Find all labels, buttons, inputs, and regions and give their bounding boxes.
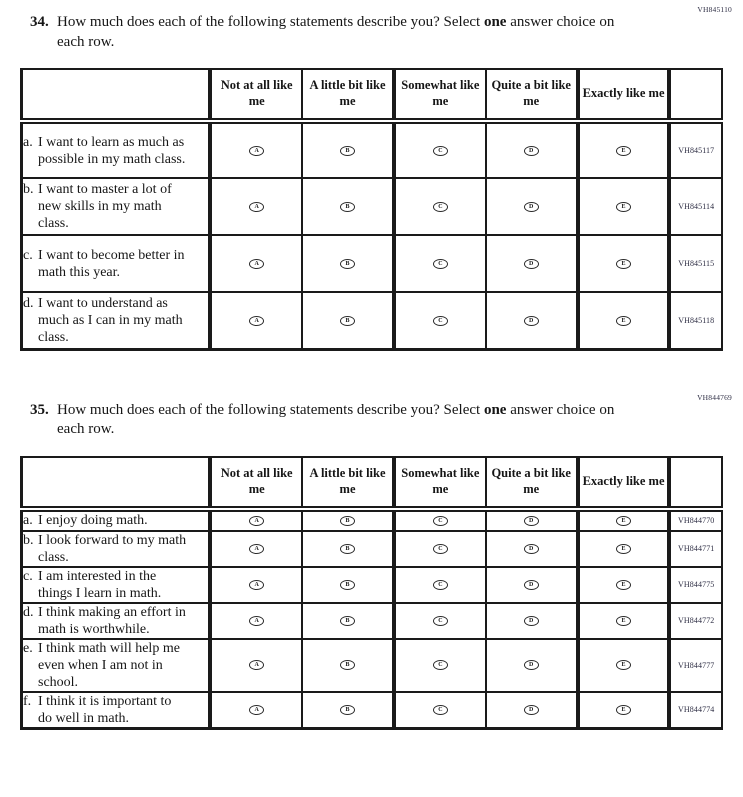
answer-option-cell <box>578 603 670 639</box>
statement-row <box>22 178 723 235</box>
header-row <box>22 457 723 509</box>
column-header-somewhat: Somewhat like me <box>394 457 486 509</box>
answer-option-cell <box>394 692 486 729</box>
option-bubble-e[interactable]: E <box>616 316 631 326</box>
item-code: VH844770 <box>669 509 722 531</box>
option-bubble-d[interactable]: D <box>524 660 539 670</box>
question-accession-code: VH844769 <box>697 392 732 402</box>
column-header-a-little-bit: A little bit like me <box>302 457 394 509</box>
option-bubble-b[interactable]: B <box>340 259 355 269</box>
statement-text: I want to learn as much as possible in my math class. <box>38 134 186 167</box>
answer-option-cell <box>302 567 394 603</box>
prompt-bold-word: one <box>483 401 507 418</box>
column-header-not-at-all: Not at all like me <box>210 457 302 509</box>
option-bubble-a[interactable]: A <box>249 705 264 715</box>
column-header-not-at-all: Not at all like me <box>210 69 302 121</box>
option-bubble-a[interactable]: A <box>249 544 264 554</box>
statement-row <box>22 639 723 692</box>
statement-header-cell <box>22 69 211 121</box>
answer-grid-34 <box>20 68 723 351</box>
statement-row <box>22 292 723 349</box>
statement-header-cell <box>22 457 211 509</box>
statement-row <box>22 235 723 292</box>
option-bubble-b[interactable]: B <box>340 146 355 156</box>
option-bubble-e[interactable]: E <box>616 660 631 670</box>
answer-option-cell <box>486 121 578 178</box>
question-accession-code: VH845110 <box>697 5 732 14</box>
option-bubble-c[interactable]: C <box>433 544 448 554</box>
column-header-quite-a-bit: Quite a bit like me <box>486 69 578 121</box>
statement-text: I look forward to my math class. <box>38 532 187 565</box>
option-bubble-d[interactable]: D <box>524 146 539 156</box>
option-bubble-c[interactable]: C <box>433 316 448 326</box>
answer-option-cell <box>578 121 670 178</box>
answer-option-cell <box>210 692 302 729</box>
prompt-text: How much does each of the following statements describe you? Select <box>57 401 484 418</box>
answer-option-cell <box>210 531 302 567</box>
answer-option-cell <box>394 235 486 292</box>
question-number: 35. <box>30 401 49 418</box>
option-bubble-e[interactable]: E <box>616 202 631 212</box>
option-bubble-d[interactable]: D <box>524 316 539 326</box>
item-code: VH844774 <box>669 692 722 729</box>
answer-option-cell <box>394 178 486 235</box>
statement-letter: a. <box>23 513 33 528</box>
answer-option-cell <box>578 235 670 292</box>
answer-option-cell <box>578 567 670 603</box>
statement-text: I think making an effort in math is worthwhile. <box>38 604 186 637</box>
question-text <box>57 401 623 440</box>
option-bubble-d[interactable]: D <box>524 544 539 554</box>
option-bubble-b[interactable]: B <box>340 544 355 554</box>
answer-option-cell <box>302 639 394 692</box>
statement-cell <box>22 235 211 292</box>
answer-option-cell <box>302 692 394 729</box>
answer-grid-35 <box>20 456 723 730</box>
item-code: VH845117 <box>669 121 722 178</box>
answer-option-cell <box>210 235 302 292</box>
answer-option-cell <box>578 178 670 235</box>
answer-option-cell <box>302 531 394 567</box>
option-bubble-c[interactable]: C <box>433 660 448 670</box>
option-bubble-e[interactable]: E <box>616 146 631 156</box>
option-bubble-e[interactable]: E <box>616 544 631 554</box>
statement-cell <box>22 603 211 639</box>
answer-option-cell <box>486 178 578 235</box>
column-header-somewhat: Somewhat like me <box>394 69 486 121</box>
option-bubble-a[interactable]: A <box>249 316 264 326</box>
option-bubble-d[interactable]: D <box>524 616 539 626</box>
statement-text: I want to understand as much as I can in my math class. <box>38 295 183 345</box>
prompt-bold-word: one <box>483 14 507 30</box>
answer-option-cell <box>394 567 486 603</box>
answer-option-cell <box>210 639 302 692</box>
code-header-cell <box>669 457 722 509</box>
option-bubble-c[interactable]: C <box>433 705 448 715</box>
answer-option-cell <box>394 603 486 639</box>
answer-option-cell <box>302 292 394 349</box>
statement-cell <box>22 692 211 729</box>
statement-letter: e. <box>23 640 33 656</box>
statement-letter: b. <box>23 182 34 197</box>
statement-cell <box>22 292 211 349</box>
option-bubble-e[interactable]: E <box>616 580 631 590</box>
answer-option-cell <box>302 121 394 178</box>
statement-letter: a. <box>23 134 33 150</box>
column-header-exactly-like: Exactly like me <box>578 457 670 509</box>
code-header-cell <box>669 69 722 121</box>
statement-cell <box>22 567 211 603</box>
column-header-quite-a-bit: Quite a bit like me <box>486 457 578 509</box>
question-prompt <box>30 393 723 440</box>
answer-option-cell <box>394 531 486 567</box>
answer-option-cell <box>578 692 670 729</box>
statement-row <box>22 567 723 603</box>
answer-option-cell <box>210 292 302 349</box>
option-bubble-e[interactable]: E <box>616 616 631 626</box>
answer-option-cell <box>302 178 394 235</box>
option-bubble-c[interactable]: C <box>433 202 448 212</box>
answer-option-cell <box>394 292 486 349</box>
statement-row <box>22 121 723 178</box>
option-bubble-e[interactable]: E <box>616 259 631 269</box>
option-bubble-b[interactable]: B <box>340 202 355 212</box>
statement-cell <box>22 178 211 235</box>
question-34-section <box>20 5 732 351</box>
answer-option-cell <box>210 178 302 235</box>
question-prompt <box>30 5 723 52</box>
answer-option-cell <box>302 235 394 292</box>
column-header-a-little-bit: A little bit like me <box>302 69 394 121</box>
header-row <box>22 69 723 121</box>
question-number: 34. <box>30 14 49 30</box>
statement-letter: f. <box>23 693 32 709</box>
statement-row <box>22 509 723 531</box>
answer-option-cell <box>486 292 578 349</box>
answer-option-cell <box>578 639 670 692</box>
answer-option-cell <box>210 567 302 603</box>
answer-option-cell <box>486 567 578 603</box>
option-bubble-d[interactable]: D <box>524 516 539 526</box>
answer-option-cell <box>394 121 486 178</box>
answer-option-cell <box>302 603 394 639</box>
answer-option-cell <box>394 509 486 531</box>
answer-option-cell <box>578 292 670 349</box>
item-code: VH845114 <box>669 178 722 235</box>
prompt-text: How much does each of the following statements describe you? Select <box>57 14 484 30</box>
answer-option-cell <box>486 509 578 531</box>
option-bubble-a[interactable]: A <box>249 516 264 526</box>
answer-option-cell <box>486 603 578 639</box>
answer-option-cell <box>578 531 670 567</box>
option-bubble-a[interactable]: A <box>249 259 264 269</box>
answer-option-cell <box>394 639 486 692</box>
option-bubble-c[interactable]: C <box>433 146 448 156</box>
statement-text: I want to master a lot of new skills in my math class. <box>38 182 172 231</box>
statement-cell <box>22 639 211 692</box>
item-code: VH845115 <box>669 235 722 292</box>
option-bubble-d[interactable]: D <box>524 259 539 269</box>
answer-option-cell <box>486 531 578 567</box>
statement-letter: d. <box>23 604 34 620</box>
statement-cell <box>22 531 211 567</box>
statement-text: I think math will help me even when I am not in school. <box>38 640 180 690</box>
statement-text: I enjoy doing math. <box>38 513 148 528</box>
statement-letter: b. <box>23 532 34 548</box>
option-bubble-a[interactable]: A <box>249 146 264 156</box>
option-bubble-b[interactable]: B <box>340 580 355 590</box>
option-bubble-e[interactable]: E <box>616 516 631 526</box>
option-bubble-d[interactable]: D <box>524 202 539 212</box>
statement-letter: d. <box>23 295 34 311</box>
statement-text: I want to become better in math this year. <box>38 247 185 280</box>
item-code: VH844772 <box>669 603 722 639</box>
answer-option-cell <box>302 509 394 531</box>
answer-option-cell <box>210 603 302 639</box>
option-bubble-a[interactable]: A <box>249 202 264 212</box>
option-bubble-b[interactable]: B <box>340 316 355 326</box>
statement-rows <box>22 509 723 729</box>
statement-rows <box>22 121 723 349</box>
answer-option-cell <box>578 509 670 531</box>
statement-letter: c. <box>23 247 33 263</box>
grid-header <box>22 69 723 121</box>
item-code: VH844771 <box>669 531 722 567</box>
option-bubble-d[interactable]: D <box>524 705 539 715</box>
statement-cell <box>22 121 211 178</box>
answer-option-cell <box>486 639 578 692</box>
prompt-text-after: answer choice on each row. <box>57 14 615 50</box>
answer-option-cell <box>486 235 578 292</box>
item-code: VH844777 <box>669 639 722 692</box>
question-text <box>57 13 623 52</box>
statement-row <box>22 603 723 639</box>
option-bubble-b[interactable]: B <box>340 705 355 715</box>
statement-text: I think it is important to do well in math. <box>38 693 172 726</box>
option-bubble-b[interactable]: B <box>340 616 355 626</box>
option-bubble-a[interactable]: A <box>249 580 264 590</box>
statement-row <box>22 692 723 729</box>
item-code: VH844775 <box>669 567 722 603</box>
option-bubble-d[interactable]: D <box>524 580 539 590</box>
item-code: VH845118 <box>669 292 722 349</box>
option-bubble-e[interactable]: E <box>616 705 631 715</box>
statement-letter: c. <box>23 568 33 584</box>
column-header-exactly-like: Exactly like me <box>578 69 670 121</box>
option-bubble-a[interactable]: A <box>249 616 264 626</box>
answer-option-cell <box>210 509 302 531</box>
option-bubble-b[interactable]: B <box>340 516 355 526</box>
option-bubble-a[interactable]: A <box>249 660 264 670</box>
option-bubble-c[interactable]: C <box>433 580 448 590</box>
statement-cell <box>22 509 211 531</box>
answer-option-cell <box>210 121 302 178</box>
question-35-section <box>20 392 732 730</box>
prompt-text-after: answer choice on each row. <box>57 401 615 437</box>
statement-text: I am interested in the things I learn in math. <box>38 568 162 601</box>
option-bubble-c[interactable]: C <box>433 616 448 626</box>
grid-header <box>22 457 723 509</box>
option-bubble-c[interactable]: C <box>433 516 448 526</box>
option-bubble-b[interactable]: B <box>340 660 355 670</box>
answer-option-cell <box>486 692 578 729</box>
statement-row <box>22 531 723 567</box>
option-bubble-c[interactable]: C <box>433 259 448 269</box>
